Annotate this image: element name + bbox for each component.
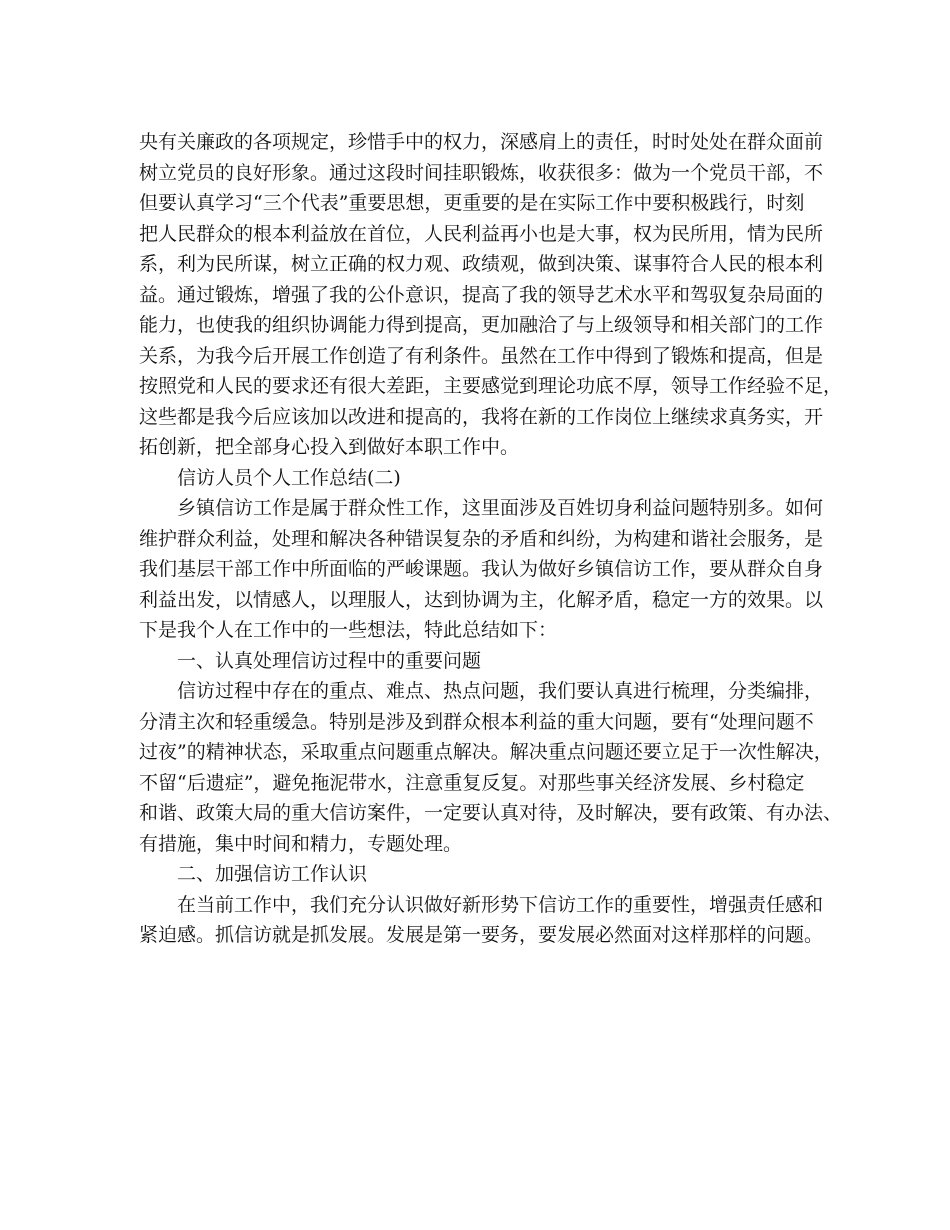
paragraph-line: 央有关廉政的各项规定，珍惜手中的权力，深感肩上的责任，时时处处在群众面前 [139,131,824,153]
paragraph-line: 树立党员的良好形象。通过这段时间挂职锻炼，收获很多：做为一个党员干部，不 [139,161,824,184]
paragraph-line: 信访过程中存在的重点、难点、热点问题，我们要认真进行梳理，分类编排， [177,680,824,702]
paragraph-line: 乡镇信访工作是属于群众性工作，这里面涉及百姓切身利益问题特别多。如何 [177,497,824,519]
paragraph-line: 我们基层干部工作中所面临的严峻课题。我认为做好乡镇信访工作，要从群众自身 [139,558,824,580]
paragraph-line: 和谐、政策大局的重大信访案件，一定要认真对待，及时解决，要有政策、有办法、 [139,802,843,824]
paragraph-line: 紧迫感。抓信访就是抓发展。发展是第一要务，要发展必然面对这样那样的问题。 [139,924,824,946]
paragraph-line: 有措施，集中时间和精力，专题处理。 [139,832,463,855]
section-title: 信访人员个人工作总结(二) [177,466,401,489]
heading-2: 二、加强信访工作认识 [177,863,368,885]
paragraph-1 [139,127,843,463]
paragraph-line: 在当前工作中，我们充分认识做好新形势下信访工作的重要性，增强责任感和 [177,893,824,916]
document-body [139,127,843,951]
paragraph-line: 益。通过锻炼，增强了我的公仆意识，提高了我的领导艺术水平和驾驭复杂局面的 [139,283,824,306]
paragraph-2 [139,493,824,646]
paragraph-line: 过夜”的精神状态，采取重点问题重点解决。解决重点问题还要立足于一次性解决， [139,741,833,763]
paragraph-line: 能力，也使我的组织协调能力得到提高，更加融洽了与上级领导和相关部门的工作 [139,314,824,336]
paragraph-line: 维护群众利益，处理和解决各种错误复杂的矛盾和纠纷，为构建和谐社会服务，是 [139,527,824,550]
paragraph-line: 这些都是我今后应该加以改进和提高的，我将在新的工作岗位上继续求真务实，开 [139,405,824,428]
paragraph-4 [139,890,824,951]
paragraph-line: 分清主次和轻重缓急。特别是涉及到群众根本利益的重大问题，要有“处理问题不 [139,710,814,733]
heading-1: 一、认真处理信访过程中的重要问题 [177,649,482,672]
paragraph-line: 拓创新，把全部身心投入到做好本职工作中。 [139,436,520,458]
paragraph-line: 关系，为我今后开展工作创造了有利条件。虽然在工作中得到了锻炼和提高，但是 [139,344,824,367]
paragraph-line: 不留“后遗症”，避免拖泥带水，注意重复反复。对那些事关经济发展、乡村稳定 [139,771,805,794]
paragraph-3 [139,676,843,859]
paragraph-line: 按照党和人民的要求还有很大差距，主要感觉到理论功底不厚，领导工作经验不足， [139,375,843,397]
paragraph-line: 但要认真学习“三个代表”重要思想，更重要的是在实际工作中要积极践行，时刻 [139,192,805,214]
paragraph-line: 利益出发，以情感人，以理服人，达到协调为主，化解矛盾，稳定一方的效果。以 [139,588,824,611]
paragraph-line: 系，利为民所谋，树立正确的权力观、政绩观，做到决策、谋事符合人民的根本利 [139,253,824,275]
paragraph-line: 把人民群众的根本利益放在首位，人民利益再小也是大事，权为民所用，情为民所 [139,222,824,245]
paragraph-line: 下是我个人在工作中的一些想法，特此总结如下： [139,619,558,641]
